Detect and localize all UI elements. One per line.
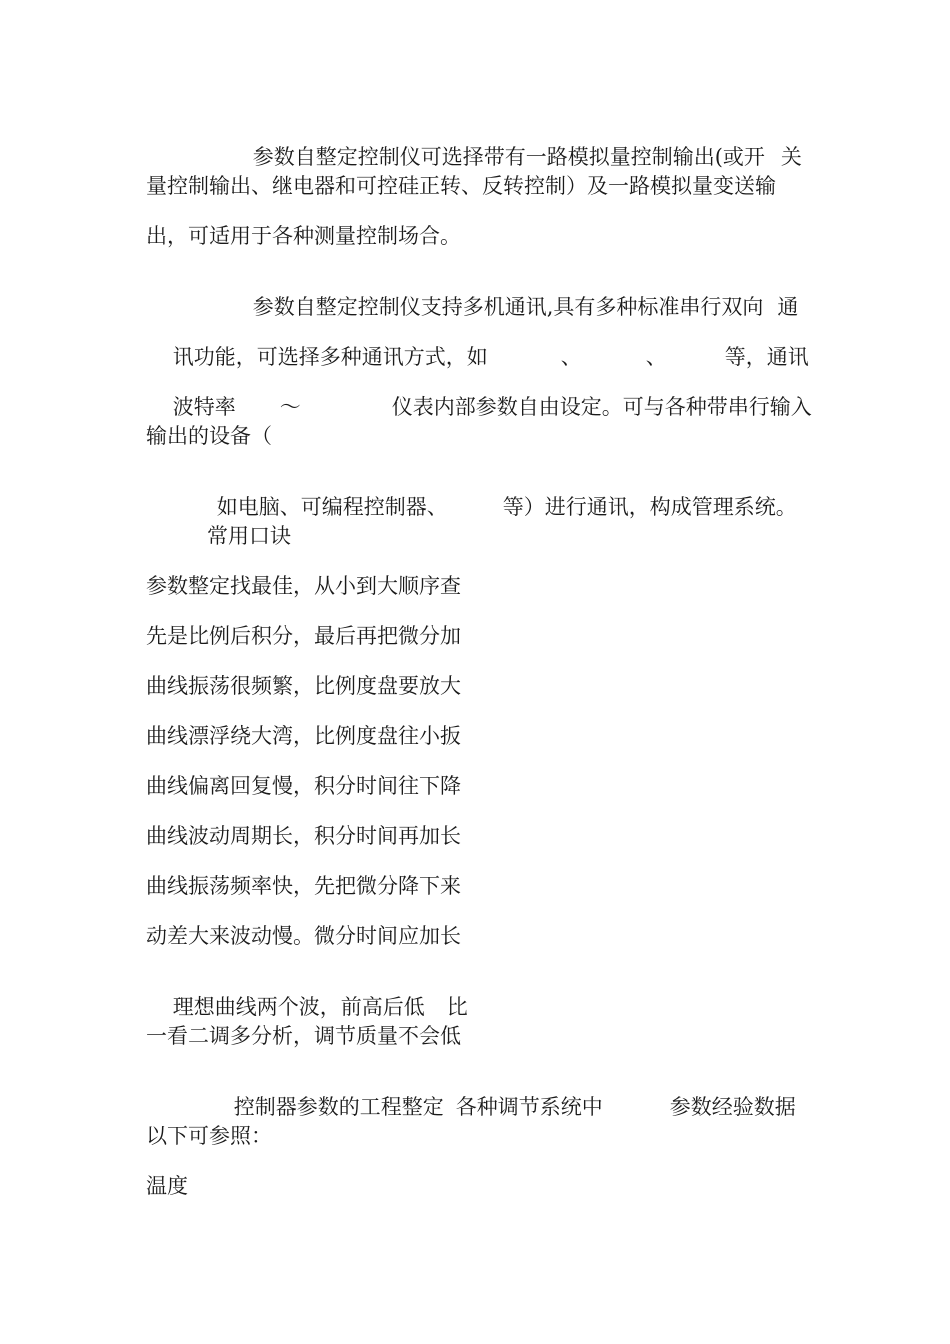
text-run: 等，通讯 bbox=[724, 345, 809, 369]
text-run: 波特率 bbox=[172, 395, 236, 419]
verse-line: 先是比例后积分，最后再把微分加 bbox=[146, 624, 461, 648]
verse-line: 曲线波动周期长，积分时间再加长 bbox=[146, 824, 461, 848]
paragraph-2-line-4: 输出的设备（ bbox=[146, 424, 272, 448]
verse-line: 曲线振荡很频繁，比例度盘要放大 bbox=[146, 674, 461, 698]
text-run: 比 bbox=[446, 995, 468, 1019]
text-run: 理想曲线两个波，前高后低 bbox=[172, 995, 425, 1019]
text-run: 关 bbox=[780, 145, 802, 169]
verse-line: 曲线偏离回复慢，积分时间往下降 bbox=[146, 774, 461, 798]
text-run: 、 bbox=[560, 345, 582, 369]
section-heading: 常用口诀 bbox=[207, 524, 291, 548]
text-run: 各种调节系统中 bbox=[455, 1095, 603, 1119]
verse-line: 动差大来波动慢。微分时间应加长 bbox=[146, 924, 461, 948]
paragraph-3-line-2: 以下可参照： bbox=[146, 1124, 272, 1148]
text-run: 通 bbox=[777, 295, 799, 319]
text-run: 控制器参数的工程整定 bbox=[233, 1095, 444, 1119]
verse-line: 参数整定找最佳，从小到大顺序查 bbox=[146, 574, 461, 598]
text-run: 等）进行通讯，构成管理系统。 bbox=[502, 495, 797, 519]
text-run: 讯功能，可选择多种通讯方式，如 bbox=[172, 345, 488, 369]
text-run: 参数经验数据 bbox=[669, 1095, 796, 1119]
text-run: 仪表内部参数自由设定。可与各种带串行输入 bbox=[391, 395, 812, 419]
paragraph-1-line-3: 出，可适用于各种测量控制场合。 bbox=[146, 224, 461, 248]
verse-line: 曲线漂浮绕大湾，比例度盘往小扳 bbox=[146, 724, 461, 748]
paragraph-3-line-1 bbox=[207, 1076, 796, 1139]
verse-line: 曲线振荡频率快，先把微分降下来 bbox=[146, 874, 461, 898]
text-run: 、 bbox=[645, 345, 667, 369]
text-run: 如电脑、可编程控制器、 bbox=[216, 495, 448, 519]
text-run: 参数自整定控制仪可选择带有一路模拟量控制输出(或开 bbox=[252, 145, 765, 169]
text-run: 参数自整定控制仪支持多机通讯,具有多种标准串行双向 bbox=[252, 295, 764, 319]
paragraph-1-line-2: 量控制输出、继电器和可控硅正转、反转控制）及一路模拟量变送输 bbox=[146, 174, 776, 198]
text-run: ～ bbox=[279, 395, 301, 419]
verse-line: 一看二调多分析，调节质量不会低 bbox=[146, 1024, 461, 1048]
paragraph-3-line-3: 温度 bbox=[146, 1174, 188, 1198]
